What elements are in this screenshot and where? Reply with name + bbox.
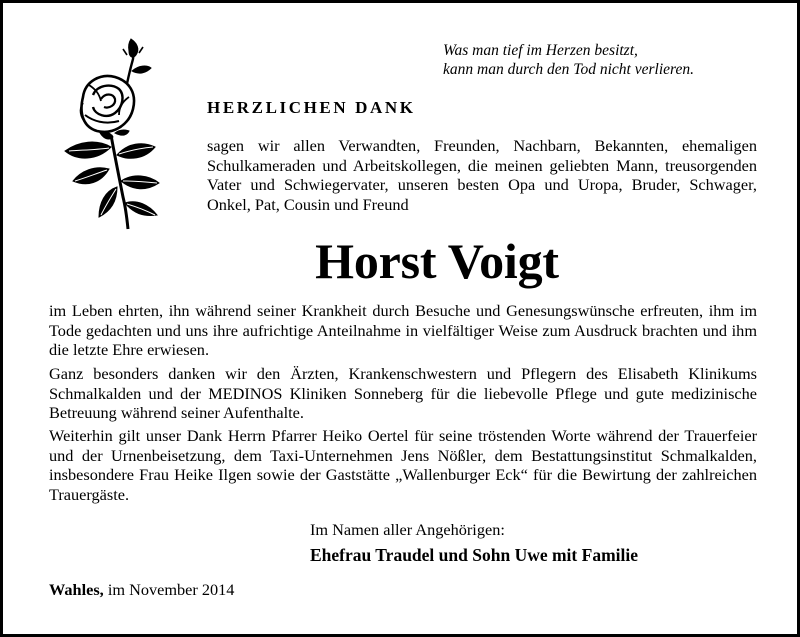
- motto-line-1: Was man tief im Herzen besitzt,: [443, 42, 638, 59]
- paragraph-3: Weiterhin gilt unser Dank Herrn Pfarrer Heiko Oertel für seine tröstenden Worte während der Trauerfeier und der Urnenbeisetzung, dem Taxi-Unternehmen Jens Nößler, dem Bestattungsinstitut Schmalkalden, insbesondere Frau Heike Ilgen sowie der Gaststätte „Wallenburger Eck“ für die Bewirtung der zahlreichen Trauergäste.: [49, 426, 757, 504]
- deceased-name: Horst Voigt: [315, 233, 559, 289]
- intro-paragraph: sagen wir allen Verwandten, Freunden, Nachbarn, Bekannten, ehemaligen Schulkameraden und Arbeitskollegen, die meinen geliebten Mann, treusorgenden Vater und Schwiegervater, unseren besten Opa und Uropa, Bruder, Schwager, Onkel, Pat, Cousin und Freund: [207, 136, 757, 214]
- signature-names: Ehefrau Traudel und Sohn Uwe mit Familie: [310, 545, 638, 565]
- paragraph-1: im Leben ehrten, ihn während seiner Krankheit durch Besuche und Genesungswünsche erfreuten, ihm im Tode gedachten und uns ihre aufrichtige Anteilnahme in vielfältiger Weise zum Ausdruck brachten und ihm die letzte Ehre erwiesen.: [49, 301, 757, 360]
- motto-line-2: kann man durch den Tod nicht verlieren.: [443, 61, 694, 78]
- rose-icon: [53, 37, 181, 231]
- motto-quote: [443, 41, 756, 79]
- thanks-heading: HERZLICHEN DANK: [207, 98, 416, 117]
- place-date: [49, 580, 234, 600]
- date: im November 2014: [107, 580, 235, 599]
- place: Wahles,: [49, 580, 104, 599]
- paragraph-2: Ganz besonders danken wir den Ärzten, Krankenschwestern und Pflegern des Elisabeth Klinikums Schmalkalden und der MEDINOS Kliniken Sonneberg für die liebevolle Pflege und gute medizinische Betreuung während seiner Aufenthalte.: [49, 364, 757, 423]
- signature-intro: Im Namen aller Angehörigen:: [310, 520, 505, 539]
